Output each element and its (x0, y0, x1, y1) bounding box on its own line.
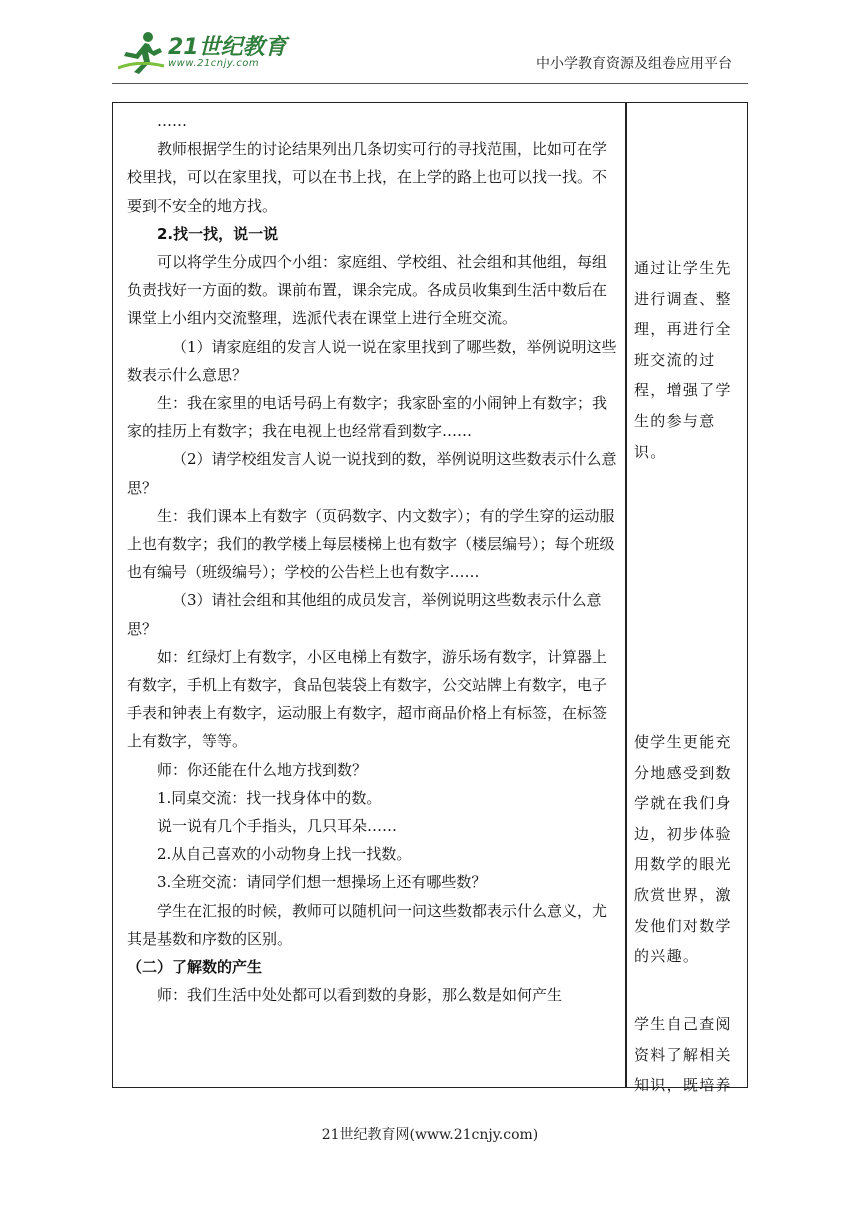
design-note: 通过让学生先进行调查、整理，再进行全班交流的过程，增强了学生的参与意识。 (634, 259, 732, 461)
design-note: 使学生更能充分地感受到数学就在我们身边，初步体验用数学的眼光欣赏世界，激发他们对数学的兴趣。 (634, 733, 732, 966)
platform-name: 中小学教育资源及组卷应用平台 (536, 56, 732, 72)
paragraph: 说一说有几个手指头，几只耳朵…… (157, 817, 398, 836)
logo-text: 21世纪教育 (168, 35, 287, 60)
design-note: 学生自己查阅资料了解相关知识，既培养 (634, 1015, 732, 1095)
section-heading: （二）了解数的产生 (127, 958, 263, 977)
paragraph: 师：你还能在什么地方找到数？ (157, 760, 368, 779)
paragraph: 3.全班交流：请同学们想一想操场上还有哪些数？ (157, 873, 487, 892)
paragraph: 1.同桌交流：找一找身体中的数。 (157, 788, 382, 807)
site-logo[interactable] (118, 30, 288, 76)
column-divider (625, 103, 627, 1087)
paragraph: 2.从自己喜欢的小动物身上找一找数。 (157, 845, 412, 864)
paragraph: （1）请家庭组的发言人说一说在家里找到了哪些数，举例说明这些数表示什么意思？ (127, 337, 617, 384)
paragraph: 可以将学生分成四个小组：家庭组、学校组、社会组和其他组，每组负责找好一方面的数。课前布置，课余完成。各成员收集到生活中数后在课堂上小组内交流整理，选派代表在课堂上进行全班交流。 (127, 253, 608, 328)
ellipsis-line: …… (157, 112, 187, 130)
page-footer: 21世纪教育网(www.21cnjy.com) (321, 1127, 539, 1143)
paragraph: 如：红绿灯上有数字，小区电梯上有数字，游乐场有数字，计算器上有数字，手机上有数字，食品包装袋上有数字，公交站牌上有数字，电子手表和钟表上有数字，运动服上有数字，超市商品价格上有标签，在标签上有数字，等等。 (127, 647, 608, 751)
paragraph: 生：我在家里的电话号码上有数字；我家卧室的小闹钟上有数字；我家的挂历上有数字；我在电视上也经常看到数字…… (127, 394, 608, 441)
paragraph: 生：我们课本上有数字（页码数字、内文数字）；有的学生穿的运动服上也有数字；我们的教学楼上每层楼梯上也有数字（楼层编号）；每个班级也有编号（班级编号）；学校的公告栏上也有数字…… (127, 506, 615, 582)
lesson-table (112, 102, 748, 1095)
page-header (0, 0, 860, 90)
paragraph: （2）请学校组发言人说一说找到的数，举例说明这些数表示什么意思？ (127, 450, 617, 497)
paragraph: 教师根据学生的讨论结果列出几条切实可行的寻找范围，比如可在学校里找，可以在家里找，可以在书上找，在上学的路上也可以找一找。不要到不安全的地方找。 (127, 140, 608, 215)
section-heading: 2.找一找，说一说 (157, 224, 279, 243)
header-divider (112, 83, 748, 84)
runner-icon (118, 30, 166, 74)
logo-url: www.21cnjy.com (168, 58, 260, 69)
paragraph: 学生在汇报的时候，教师可以随机问一问这些数都表示什么意义，尤其是基数和序数的区别。 (127, 901, 608, 948)
paragraph: （3）请社会组和其他组的成员发言，举例说明这些数表示什么意思？ (127, 591, 602, 638)
teaching-process-column (127, 107, 619, 1010)
paragraph: 师：我们生活中处处都可以看到数的身影，那么数是如何产生 (157, 986, 563, 1005)
